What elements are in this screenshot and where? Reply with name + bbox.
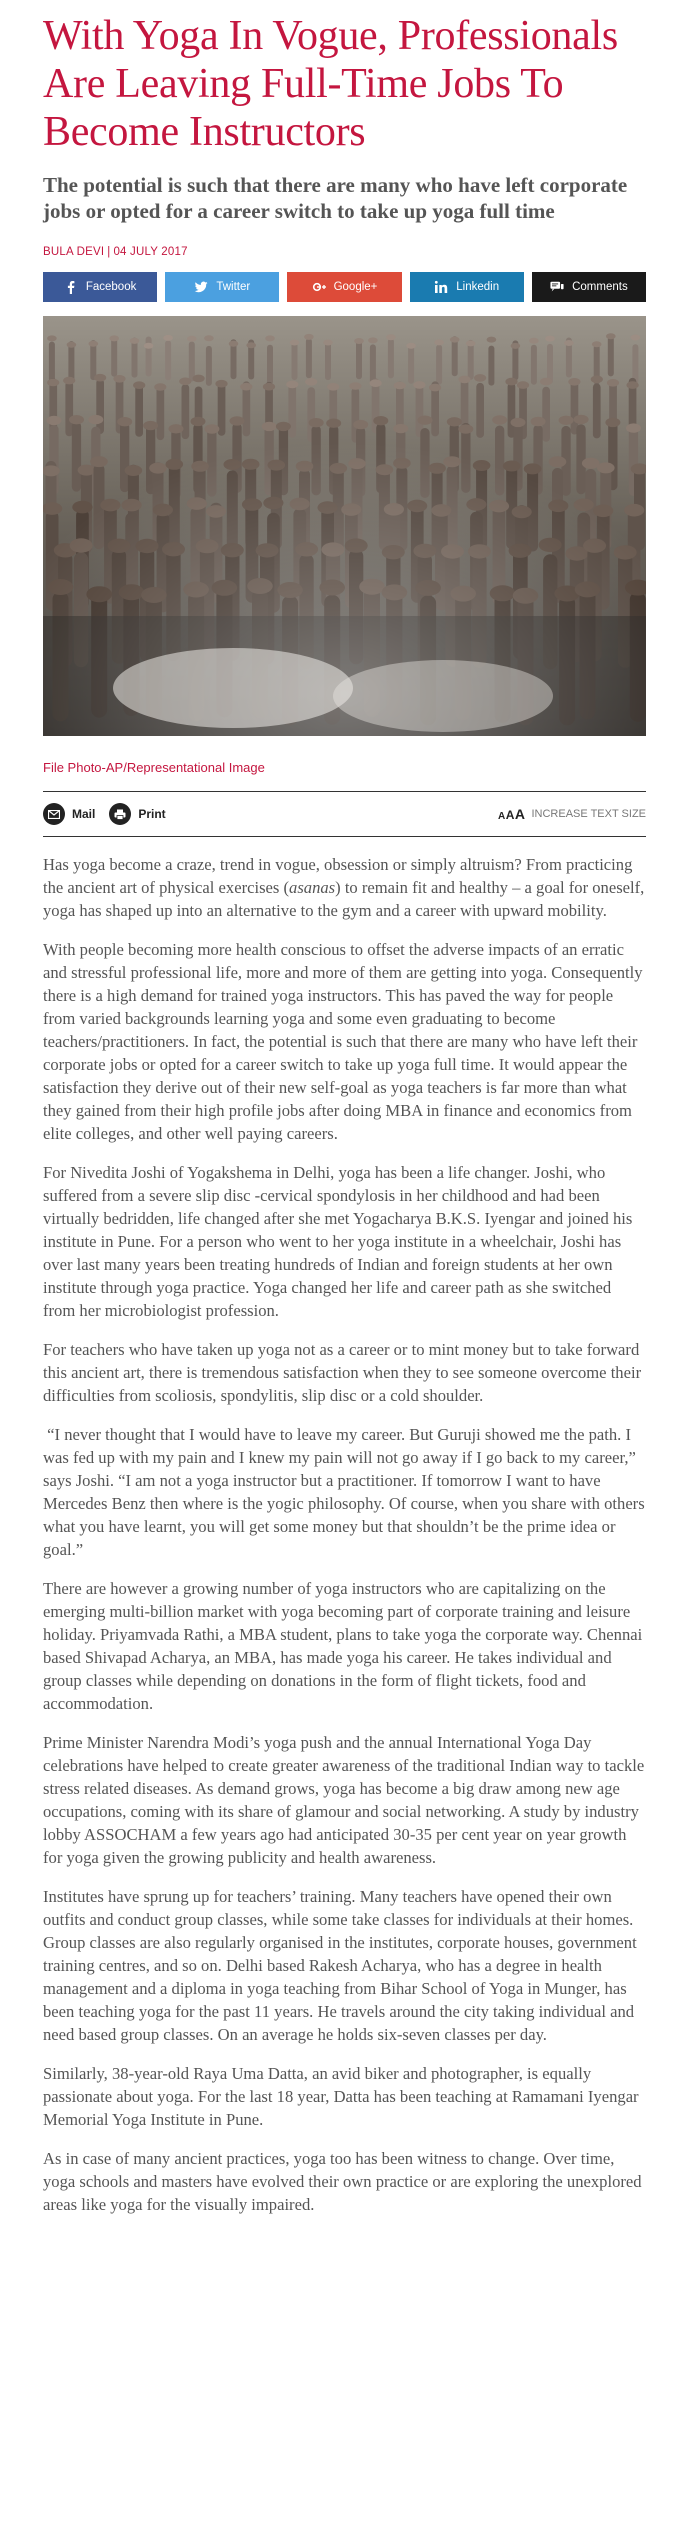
print-button[interactable] [109,803,165,825]
paragraph-emphasis: asanas [289,878,336,897]
byline-separator: | [107,246,111,258]
article-paragraph: “I never thought that I would have to leave my career. But Guruji showed me the path. I was fed up with my pain and I knew my pain will not go away if I go back to my career,” says Joshi. “I am not a yoga instructor but a practitioner. If tomorrow I want to have Mercedes Benz then where is the yogic philosophy. Of course, when you share with others what you have learnt, you will get some money but that shouldn’t be the prime idea or goal.” [43,1425,645,1559]
comments-icon [550,280,564,294]
publish-date: 04 JULY 2017 [113,246,188,258]
text-size-control[interactable] [498,806,646,822]
print-icon [109,803,131,825]
article-subhead: The potential is such that there are many who have left corporate jobs or opted for a career switch to take up yoga full time [43,173,628,223]
comments-button[interactable] [532,272,646,302]
facebook-label: Facebook [85,281,137,293]
byline [43,246,646,258]
googleplus-share-button[interactable] [287,272,401,302]
facebook-icon [64,280,78,294]
article-photo [43,316,646,736]
toolbar-actions [43,803,166,825]
article-paragraph: There are however a growing number of yoga instructors who are capitalizing on the emerging multi-billion market with yoga becoming part of corporate training and leisure holiday. Priyamvada Rathi, a MBA student, plans to take yoga the corporate way. Chennai based Shivapad Acharya, an MBA, has made yoga his career. He takes individual and group classes while depending on donations in the form of flight tickets, food and accommodation. [43,1579,643,1713]
text-size-glyph[interactable]: AAA [497,806,526,822]
article-body [43,853,646,2216]
article-paragraph: Prime Minister Narendra Modi’s yoga push and the annual International Yoga Day celebrations have helped to create greater awareness of the traditional Indian way to tackle stress related diseases. As demand grows, yoga has become a big draw among new age occupations, coming with its share of glamour and social networking. A study by industry lobby ASSOCHAM a few years ago had anticipated 30-35 per cent year on year growth for yoga given the growing publicity and health awareness. [43,1733,645,1867]
author-link[interactable]: BULA DEVI [43,246,105,258]
print-label: Print [138,807,166,821]
twitter-share-button[interactable] [165,272,279,302]
article-toolbar [43,791,646,837]
article-paragraph: With people becoming more health conscious to offset the adverse impacts of an erratic and stressful professional life, more and more of them are getting into yoga. Consequently there is a high demand for trained yoga instructors. This has paved the way for people from varied backgrounds learning yoga and some even graduating to become teachers/practitioners. In fact, the potential is such that there are many who have left their corporate jobs or opted for a career switch to take up yoga full time. It would appear the satisfaction they derive out of their new self-goal as yoga teachers is far more than what they gained from their high profile jobs after doing MBA in finance and economics from elite colleges, and other well paying careers. [43,940,643,1143]
twitter-label: Twitter [216,281,251,293]
facebook-share-button[interactable] [43,272,157,302]
article-paragraph: As in case of many ancient practices, yoga too has been witness to change. Over time, yoga schools and masters have evolved their own practice or are exploring the unexplored areas like yoga for the visually impaired. [43,2149,642,2214]
article-page [0,12,689,2216]
article-paragraph [43,853,646,922]
googleplus-label: Google+ [333,281,378,293]
paragraph-text: Has yoga become a craze, trend in vogue, obsession or simply altruism? From practicing the ancient art of physical exercises ( [43,855,633,897]
linkedin-share-button[interactable] [410,272,524,302]
share-bar [43,272,646,302]
page-title: With Yoga In Vogue, Professionals Are Leaving Full-Time Jobs To Become Instructors [43,13,618,155]
twitter-icon [194,280,208,294]
image-caption: File Photo-AP/Representational Image [43,760,265,775]
linkedin-icon [434,280,448,294]
googleplus-icon [312,280,326,294]
paragraph-text: ) to remain fit and healthy – a goal for oneself, yoga has shaped up into an alternative to the gym and a career with upward mobility. [43,878,645,920]
mail-icon [43,803,65,825]
comments-label: Comments [572,281,628,293]
article-paragraph: For teachers who have taken up yoga not as a career or to mint money but to take forward this ancient art, there is tremendous satisfaction when they to see someone overcome their difficulties from scoliosis, spondylitis, slip disc or a cold shoulder. [43,1340,642,1405]
mail-label: Mail [72,807,96,821]
linkedin-label: Linkedin [456,281,500,293]
increase-text-size-label[interactable]: INCREASE TEXT SIZE [531,808,646,820]
article-paragraph: Similarly, 38-year-old Raya Uma Datta, an avid biker and photographer, is equally passionate about yoga. For the last 18 year, Datta has been teaching at Ramamani Iyengar Memorial Yoga Institute in Pune. [43,2064,639,2129]
mail-button[interactable] [43,803,95,825]
article-paragraph: For Nivedita Joshi of Yogakshema in Delhi, yoga has been a life changer. Joshi, who suffered from a severe slip disc -cervical spondylosis in her childhood and had been virtually bedridden, life changed after she met Yogacharya B.K.S. Iyengar and joined his institute in Pune. For a person who went to her yoga institute in a wheelchair, Joshi has over last many years been treating hundreds of Indian and foreign students at her own institute through yoga practice. Yoga changed her life and career path as she switched from her microbiologist profession. [43,1163,633,1320]
article-paragraph: Institutes have sprung up for teachers’ training. Many teachers have opened their own outfits and conduct group classes, while some take classes for individuals at their homes. Group classes are also regularly organised in the institutes, corporate houses, government training centres, and so on. Delhi based Rakesh Acharya, who has a degree in health management and a diploma in yoga teaching from Bihar School of Yoga in Munger, has been teaching yoga for the past 11 years. He travels around the city taking individual and need based group classes. On an average he holds six-seven classes per day. [43,1887,637,2044]
